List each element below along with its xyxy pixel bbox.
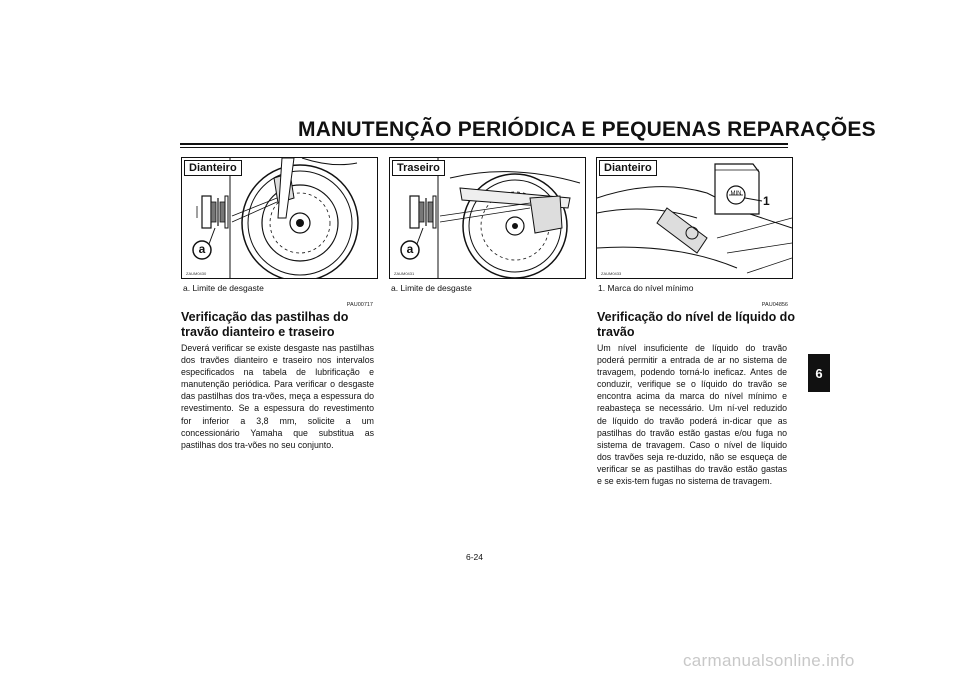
heading-line: travão dianteiro e traseiro xyxy=(181,325,335,339)
reference-code: PAU00717 xyxy=(346,302,373,308)
figure-label: Traseiro xyxy=(392,160,445,176)
watermark: carmanualsonline.info xyxy=(683,651,855,670)
section-body-brake-pads: Deverá verificar se existe desgaste nas pastilhas dos travões dianteiro e traseiro nos intervalos especificados na tabela de lubrificação e manutenção periódica. Para verificar o desgaste das pastilhas dos tra-vões, meça a espessura do revestimento. Se a espessura do revestimento for inferior a 3,8 mm, solicite a um concessionário Yamaha que substitua as pastilhas dos tra-vões no seu conjunto. xyxy=(181,343,374,450)
figure-label: Dianteiro xyxy=(599,160,657,176)
page-title: MANUTENÇÃO PERIÓDICA E PEQUENAS REPARAÇÕES xyxy=(298,118,876,141)
header-rule xyxy=(180,143,788,145)
reservoir-illustration xyxy=(597,158,792,278)
section-body-brake-fluid: Um nível insuficiente de líquido do travão poderá permitir a entrada de ar no sistema de travagem, podendo torná-lo ineficaz. Antes de conduzir, verifique se o líquido do travão se encontra acima da marca do nível mínimo e reabasteça se necessário. Um ní-vel reduzido de líquido do travão poderá in-dicar que as pastilhas do travão estão gastas e/ou fuga no sistema de travagem. Caso o nível de líquido dos travões seja re-duzido, não se esqueça de verificar se as pastilhas do travão estão gastas e se exis-tem fugas no sistema de travagem. xyxy=(597,343,787,487)
figure-brake-fluid-reservoir xyxy=(596,157,793,279)
figure-caption: 1. Marca do nível mínimo xyxy=(598,283,694,293)
reference-code: PAU04856 xyxy=(761,302,788,308)
figure-caption: a. Limite de desgaste xyxy=(183,283,264,293)
heading-line: Verificação das pastilhas do xyxy=(181,310,349,324)
rear-brake-illustration xyxy=(390,158,585,278)
min-mark-text: MIN xyxy=(730,191,742,197)
figure-code: ZAUM0430 xyxy=(186,271,207,276)
figure-code: ZAUM0431 xyxy=(394,271,415,276)
figure-front-brake-pads xyxy=(181,157,378,279)
header-rule-thin xyxy=(180,147,788,148)
chapter-tab: 6 xyxy=(808,354,830,392)
front-brake-illustration xyxy=(182,158,377,278)
figure-label: Dianteiro xyxy=(184,160,242,176)
figure-code: ZAUM0433 xyxy=(601,271,622,276)
callout-a: a xyxy=(406,242,414,256)
figure-rear-brake-pads xyxy=(389,157,586,279)
page-number: 6-24 xyxy=(466,552,484,562)
heading-line: travão xyxy=(597,325,635,339)
figure-caption: a. Limite de desgaste xyxy=(391,283,472,293)
section-heading-brake-fluid xyxy=(597,310,802,340)
callout-a: a xyxy=(198,242,206,256)
heading-line: Verificação do nível de líquido do xyxy=(597,310,795,324)
callout-1: 1 xyxy=(763,194,770,208)
section-heading-brake-pads xyxy=(181,310,381,340)
